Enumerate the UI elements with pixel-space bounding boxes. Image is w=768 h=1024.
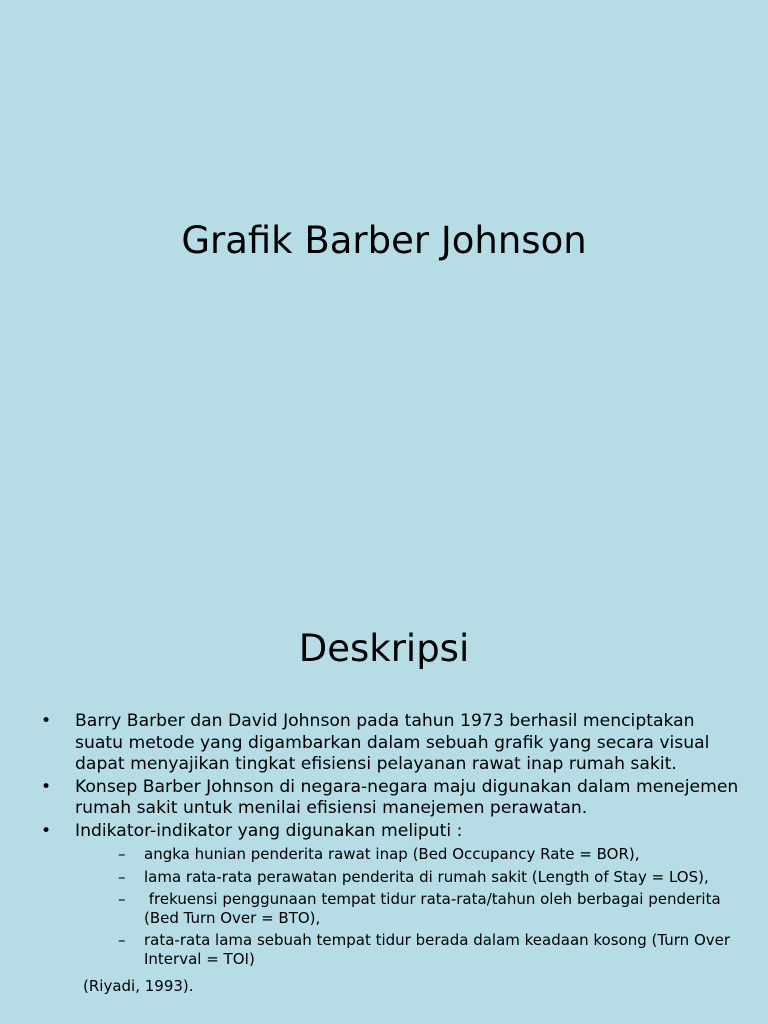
bullet-list: [40, 711, 740, 972]
bullet-item: [40, 777, 740, 820]
page-title: Grafik Barber Johnson: [181, 219, 587, 262]
slide-description: [0, 576, 768, 1024]
dash-icon: –: [118, 867, 126, 886]
bullet-item: [40, 821, 740, 969]
bullet-item: [40, 711, 740, 776]
sub-item-text: angka hunian penderita rawat inap (Bed Occupancy Rate = BOR),: [144, 845, 640, 863]
sub-item-text: rata-rata lama sebuah tempat tidur berada dalam keadaan kosong (Turn Over Interval = TOI): [144, 931, 731, 968]
sub-item-text: frekuensi penggunaan tempat tidur rata-rata/tahun oleh berbagai penderita (Bed Turn Over = BTO),: [144, 890, 726, 927]
bullet-icon: •: [41, 711, 52, 731]
bullet-text: Barry Barber dan David Johnson pada tahun 1973 berhasil menciptakan suatu metode yang digambarkan dalam sebuah grafik yang secara visual dapat menyajikan tingkat efisiensi pelayanan rawat inap rumah sakit.: [75, 711, 710, 774]
citation: (Riyadi, 1993).: [83, 977, 194, 995]
dash-icon: –: [118, 931, 126, 949]
bullet-text: Indikator-indikator yang digunakan meliputi :: [75, 820, 463, 841]
sub-list: [75, 845, 740, 968]
dash-icon: –: [118, 845, 126, 863]
bullet-icon: •: [41, 820, 52, 841]
sub-list-item: [75, 845, 740, 864]
bullet-icon: •: [41, 776, 52, 797]
bullet-text: Konsep Barber Johnson di negara-negara maju digunakan dalam menejemen rumah sakit untuk menilai efisiensi manejemen perawatan.: [75, 776, 739, 818]
sub-list-item: [75, 890, 740, 927]
sub-list-item: [75, 868, 740, 887]
dash-icon: –: [118, 890, 126, 908]
sub-list-item: [75, 931, 740, 968]
section-title: Deskripsi: [298, 627, 470, 670]
sub-item-text: lama rata-rata perawatan penderita di rumah sakit (Length of Stay = LOS),: [144, 867, 709, 886]
